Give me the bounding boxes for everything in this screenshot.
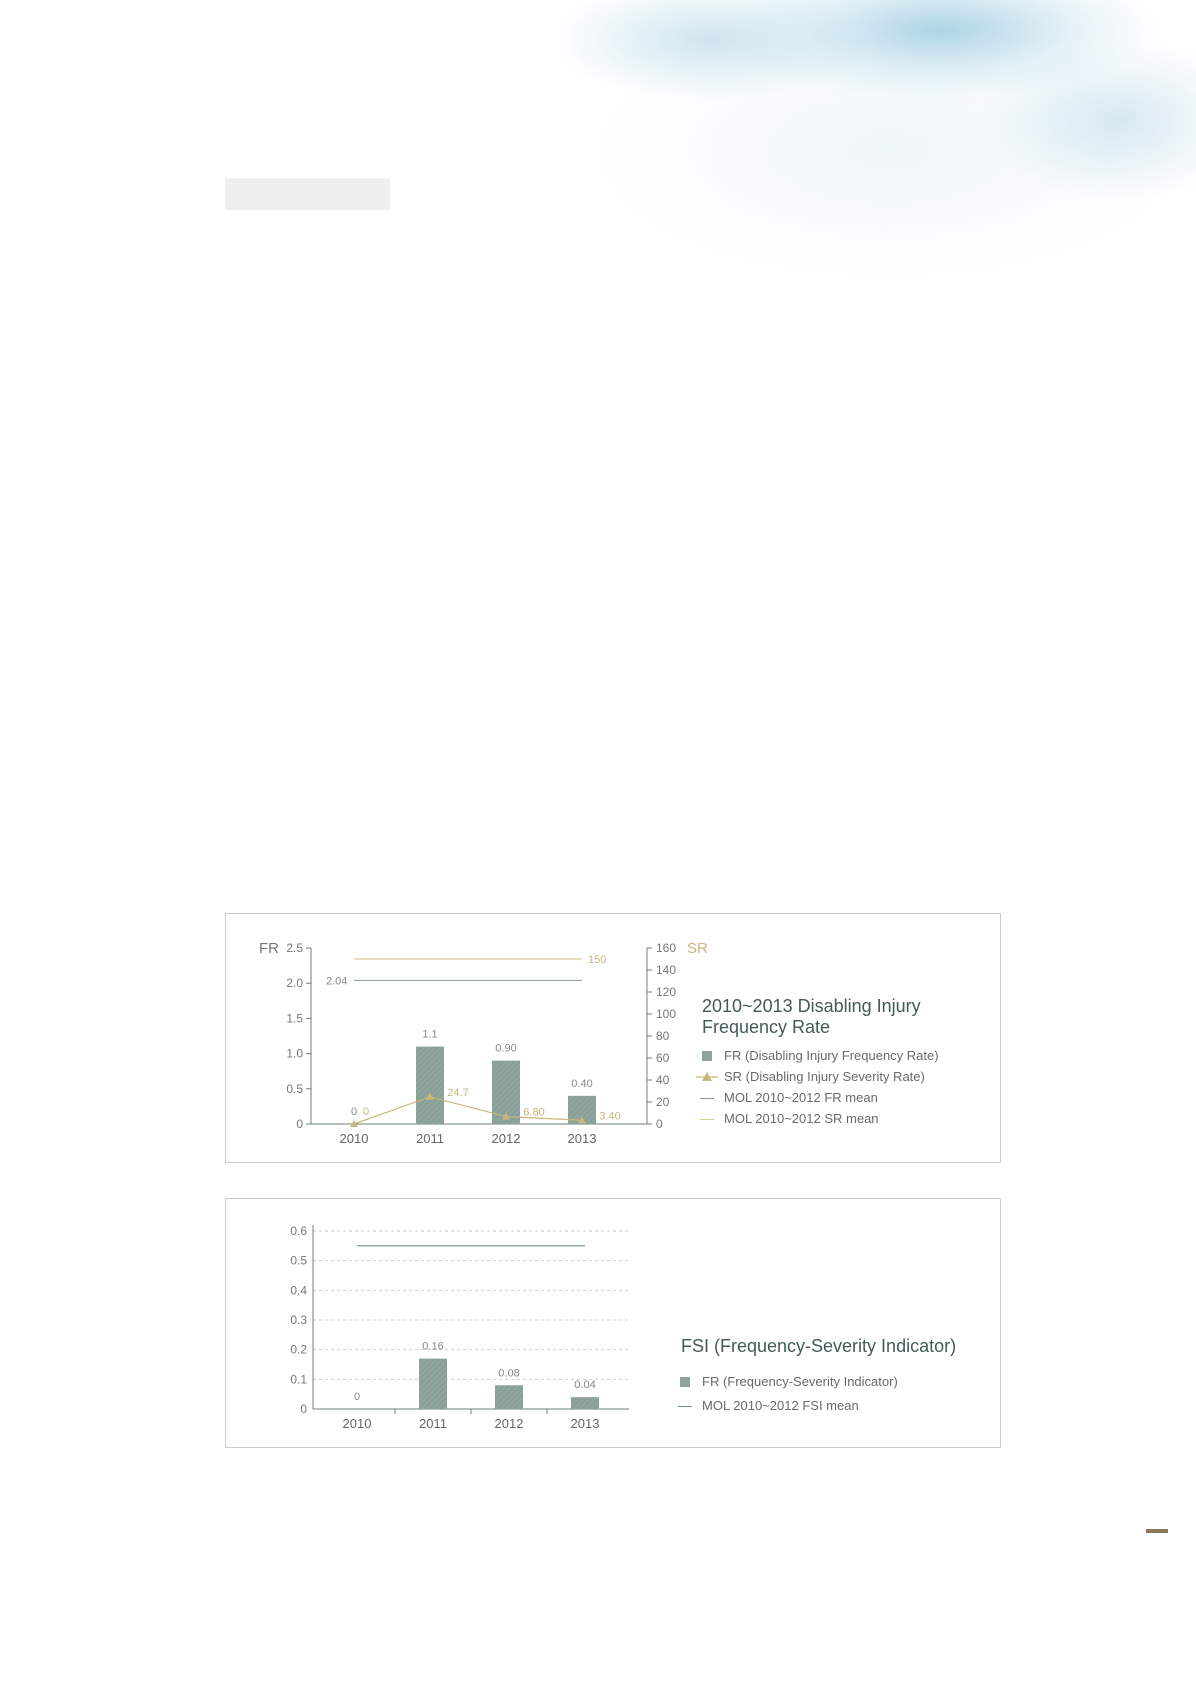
- y-tick-label: 0.5: [290, 1253, 307, 1268]
- fsi-bar-value-label: 0: [353, 1391, 361, 1403]
- legend-sr-mean-label: MOL 2010~2012 SR mean: [724, 1111, 879, 1126]
- sr-value-label: 3.40: [599, 1110, 621, 1123]
- legend-fsi-mean-label: MOL 2010~2012 FSI mean: [702, 1398, 859, 1413]
- legend-bar-swatch-icon: [680, 1377, 690, 1387]
- x-tick-label: 2012: [494, 1416, 524, 1431]
- right-tick-label: 20: [656, 1095, 670, 1109]
- legend-triangle-line-icon: [696, 1071, 718, 1083]
- right-tick-label: 40: [656, 1073, 670, 1087]
- fsi-chart: [226, 1199, 1000, 1447]
- fr-bar-value-label: 0.40: [571, 1077, 593, 1090]
- left-tick-label: 0.5: [286, 1081, 303, 1096]
- y-tick-label: 0.6: [290, 1224, 307, 1238]
- right-tick-label: 160: [656, 941, 677, 955]
- right-tick-label: 120: [656, 985, 677, 999]
- fr-sr-chart-panel: [225, 913, 1001, 1163]
- right-axis-label: SR: [687, 940, 708, 957]
- sr-series-line: [354, 1097, 582, 1124]
- x-tick-label: 2013: [567, 1131, 597, 1146]
- x-tick-label: 2010: [339, 1131, 369, 1146]
- left-tick-label: 2.5: [286, 941, 303, 955]
- legend-bar-swatch-icon: [702, 1051, 712, 1061]
- fr-bar: [416, 1047, 444, 1124]
- right-tick-label: 60: [656, 1051, 670, 1065]
- fsi-bar-value-label: 0.04: [574, 1379, 596, 1392]
- fsi-bar: [419, 1359, 447, 1409]
- section-tab-placeholder: [225, 178, 390, 210]
- sr-value-label: 6.80: [523, 1106, 545, 1119]
- chart1-title: 2010~2013 Disabling Injury Frequency Rate: [702, 996, 921, 1037]
- legend-sr-label: SR (Disabling Injury Severity Rate): [724, 1069, 925, 1084]
- legend-fsi-label: FR (Frequency-Severity Indicator): [702, 1374, 898, 1389]
- legend-fr-mean-label: MOL 2010~2012 FR mean: [724, 1090, 878, 1105]
- y-tick-label: 0: [300, 1402, 307, 1416]
- fr-mean-label: 2.04: [326, 975, 348, 988]
- fsi-bar: [495, 1385, 523, 1409]
- legend-line-icon: [678, 1406, 692, 1407]
- chart2-title: FSI (Frequency-Severity Indicator): [681, 1336, 957, 1356]
- page-marker: [1146, 1529, 1168, 1533]
- legend-fsi-mean: [702, 1398, 859, 1414]
- left-tick-label: 2.0: [286, 976, 303, 991]
- right-tick-label: 140: [656, 963, 677, 977]
- right-tick-label: 80: [656, 1029, 670, 1043]
- sr-value-label: 0: [362, 1106, 370, 1118]
- fr-bar-value-label: 0.90: [495, 1042, 517, 1055]
- x-tick-label: 2011: [416, 1131, 444, 1146]
- left-tick-label: 1.5: [286, 1011, 303, 1026]
- x-tick-label: 2012: [491, 1131, 521, 1146]
- y-tick-label: 0.2: [290, 1342, 307, 1357]
- x-tick-label: 2010: [342, 1416, 372, 1431]
- fsi-bar-value-label: 0.16: [422, 1340, 444, 1353]
- y-tick-label: 0.4: [290, 1283, 307, 1298]
- legend-sr-mean: [724, 1111, 879, 1127]
- legend-fr-label: FR (Disabling Injury Frequency Rate): [724, 1048, 939, 1063]
- sr-mean-label: 150: [588, 954, 607, 966]
- legend-line-icon: [700, 1098, 714, 1099]
- legend-fr-mean: [724, 1090, 878, 1106]
- fsi-bar-value-label: 0.08: [498, 1367, 520, 1380]
- x-tick-label: 2011: [419, 1416, 447, 1431]
- y-tick-label: 0.1: [290, 1372, 307, 1387]
- legend-sr: [724, 1069, 925, 1085]
- legend-line-icon: [700, 1119, 714, 1120]
- sr-value-label: 24.7: [447, 1086, 469, 1099]
- right-tick-label: 100: [656, 1007, 677, 1021]
- legend-fsi: [702, 1374, 898, 1390]
- fr-bar-value-label: 0: [350, 1106, 358, 1118]
- legend-fr: [724, 1048, 939, 1064]
- left-tick-label: 1.0: [286, 1046, 303, 1061]
- right-tick-label: 0: [656, 1117, 663, 1131]
- y-tick-label: 0.3: [290, 1313, 307, 1327]
- fr-bar-value-label: 1.1: [422, 1028, 438, 1041]
- fr-sr-chart: [226, 914, 1000, 1162]
- fsi-bar: [571, 1397, 599, 1409]
- x-tick-label: 2013: [570, 1416, 600, 1431]
- left-tick-label: 0: [296, 1117, 303, 1131]
- left-axis-label: FR: [259, 940, 279, 957]
- watercolor-header-decoration: [560, 0, 1196, 420]
- fsi-chart-panel: [225, 1198, 1001, 1448]
